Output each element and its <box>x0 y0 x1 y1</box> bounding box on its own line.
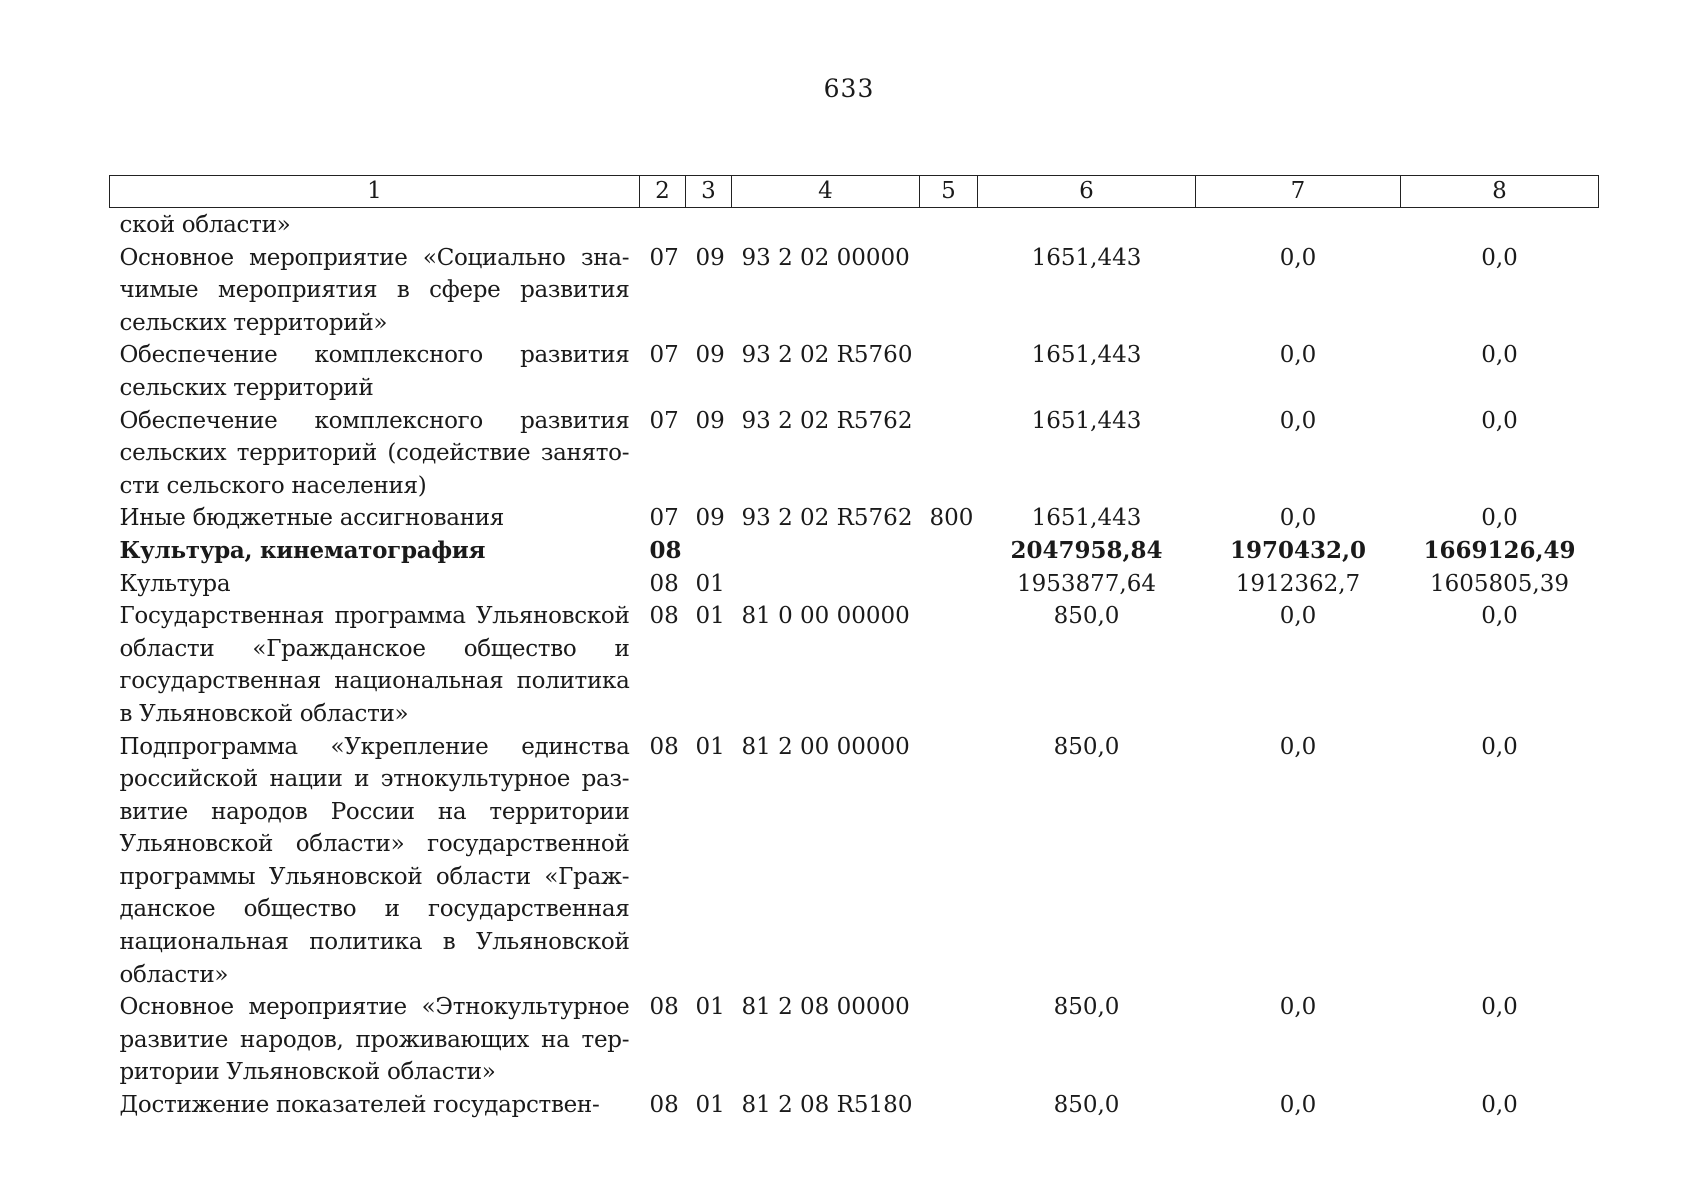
row-target-article: 81 2 00 00000 <box>741 733 910 760</box>
row-expense-type <box>920 1089 978 1122</box>
row-amount-col8: 0,0 <box>1481 1092 1518 1119</box>
row-expense-type <box>920 405 978 503</box>
row-expense-type <box>920 242 978 340</box>
row-section-code: 08 <box>649 1092 679 1119</box>
row-expense-type: 800 <box>929 505 974 532</box>
row-amount-col6: 850,0 <box>1053 1092 1120 1119</box>
row-section-code: 07 <box>649 505 679 532</box>
row-expense-type <box>920 568 978 601</box>
row-subsection-code: 09 <box>695 407 725 434</box>
row-subsection-code: 01 <box>695 603 725 630</box>
row-amount-col7: 1912362,7 <box>1235 570 1361 597</box>
table-row <box>110 991 1599 1089</box>
row-amount-col6: 850,0 <box>1053 733 1120 760</box>
row-target-article: 93 2 02 R5762 <box>741 407 913 434</box>
column-header-2: 2 <box>640 176 686 208</box>
budget-table <box>109 175 1599 1122</box>
row-amount-col6: 2047958,84 <box>1010 536 1163 564</box>
row-expense-type <box>920 600 978 730</box>
row-section-code: 08 <box>649 733 679 760</box>
row-target-article: 81 2 08 R5180 <box>741 1092 913 1119</box>
table-row <box>110 502 1599 535</box>
row-target-article: 93 2 02 R5760 <box>741 342 913 369</box>
row-description: ской области» <box>119 212 291 238</box>
row-target-article: 93 2 02 00000 <box>741 244 910 271</box>
row-amount-col6: 850,0 <box>1053 994 1120 1021</box>
row-expense-type <box>920 991 978 1089</box>
row-amount-col8: 0,0 <box>1481 505 1518 532</box>
row-description: Обеспечение комплексного развития сельских территорий (содействие занятости сельского населения) <box>119 407 630 499</box>
row-subsection-code: 09 <box>695 342 725 369</box>
row-description: Основное мероприятие «Этнокультурное развитие народов, проживающих на территории Ульяновской области» <box>119 994 630 1086</box>
table-row <box>110 208 1599 242</box>
row-amount-col6 <box>978 208 1196 242</box>
row-amount-col7: 0,0 <box>1279 244 1317 271</box>
row-subsection-code: 01 <box>695 994 725 1021</box>
row-description: Иные бюджетные ассигнования <box>119 505 504 532</box>
row-target-article <box>732 568 920 601</box>
row-amount-col7: 0,0 <box>1279 994 1317 1021</box>
row-description: Культура, кинематография <box>119 536 486 564</box>
table-body <box>110 208 1599 1122</box>
row-amount-col7: 0,0 <box>1279 342 1317 369</box>
row-section-code: 07 <box>649 407 679 434</box>
row-section-code: 07 <box>649 342 679 369</box>
column-header-6: 6 <box>978 176 1196 208</box>
row-subsection-code: 01 <box>695 570 725 597</box>
row-amount-col7: 0,0 <box>1279 407 1317 434</box>
row-section-code <box>640 208 686 242</box>
row-section-code: 08 <box>649 570 679 597</box>
row-section-code: 07 <box>649 244 679 271</box>
row-description: Достижение показателей государствен- <box>119 1092 600 1119</box>
row-amount-col6: 1651,443 <box>1031 342 1142 369</box>
row-expense-type <box>920 339 978 404</box>
row-amount-col8 <box>1401 208 1599 242</box>
row-amount-col6: 1953877,64 <box>1016 570 1156 597</box>
column-header-3: 3 <box>686 176 732 208</box>
row-target-article <box>732 208 920 242</box>
page-number: 633 <box>823 74 875 103</box>
row-target-article: 93 2 02 R5762 <box>741 505 913 532</box>
row-amount-col8: 0,0 <box>1481 603 1518 630</box>
row-amount-col8: 0,0 <box>1481 994 1518 1021</box>
row-amount-col6: 1651,443 <box>1031 407 1142 434</box>
row-subsection-code: 01 <box>695 733 725 760</box>
table-row <box>110 568 1599 601</box>
column-header-8: 8 <box>1401 176 1599 208</box>
row-description: Подпрограмма «Укрепление единства российской нации и этнокультурное развитие народов России на территории Ульяновской области» государственной программы Ульяновской области «Гражданское общество и государственная национальная политика в Ульяновской области» <box>119 733 630 988</box>
row-target-article: 81 0 00 00000 <box>741 603 910 630</box>
row-amount-col8: 0,0 <box>1481 733 1518 760</box>
row-description: Основное мероприятие «Социально значимые мероприятия в сфере развития сельских территорий» <box>119 244 630 336</box>
row-expense-type <box>920 535 978 568</box>
row-amount-col7: 1970432,0 <box>1229 536 1367 564</box>
row-subsection-code: 09 <box>695 244 725 271</box>
row-amount-col6: 1651,443 <box>1031 244 1142 271</box>
row-amount-col8: 1605805,39 <box>1429 570 1569 597</box>
row-subsection-code <box>686 535 732 568</box>
row-amount-col7: 0,0 <box>1279 733 1317 760</box>
table-row <box>110 731 1599 992</box>
row-expense-type <box>920 208 978 242</box>
table-row <box>110 339 1599 404</box>
row-subsection-code <box>686 208 732 242</box>
row-amount-col7: 0,0 <box>1279 603 1317 630</box>
row-description: Государственная программа Ульяновской области «Гражданское общество и государственная национальная политика в Ульяновской области» <box>119 603 630 727</box>
row-amount-col7: 0,0 <box>1279 505 1317 532</box>
column-header-1: 1 <box>110 176 640 208</box>
column-header-7: 7 <box>1196 176 1401 208</box>
row-subsection-code: 01 <box>695 1092 725 1119</box>
row-section-code: 08 <box>649 536 682 564</box>
row-description: Обеспечение комплексного развития сельских территорий <box>119 342 630 401</box>
column-header-5: 5 <box>920 176 978 208</box>
row-amount-col8: 0,0 <box>1481 342 1518 369</box>
column-header-4: 4 <box>732 176 920 208</box>
row-amount-col6: 1651,443 <box>1031 505 1142 532</box>
row-description: Культура <box>119 570 231 597</box>
table-row <box>110 242 1599 340</box>
table-row <box>110 1089 1599 1122</box>
row-section-code: 08 <box>649 994 679 1021</box>
row-amount-col8: 0,0 <box>1481 407 1518 434</box>
row-target-article: 81 2 08 00000 <box>741 994 910 1021</box>
table-row <box>110 405 1599 503</box>
row-expense-type <box>920 731 978 992</box>
row-amount-col6: 850,0 <box>1053 603 1120 630</box>
row-amount-col7 <box>1196 208 1401 242</box>
row-section-code: 08 <box>649 603 679 630</box>
row-subsection-code: 09 <box>695 505 725 532</box>
table-row <box>110 600 1599 730</box>
table-row <box>110 535 1599 568</box>
row-amount-col7: 0,0 <box>1279 1092 1317 1119</box>
row-target-article <box>732 535 920 568</box>
table-header-row <box>110 176 1599 208</box>
row-amount-col8: 1669126,49 <box>1423 536 1576 564</box>
row-amount-col8: 0,0 <box>1481 244 1518 271</box>
